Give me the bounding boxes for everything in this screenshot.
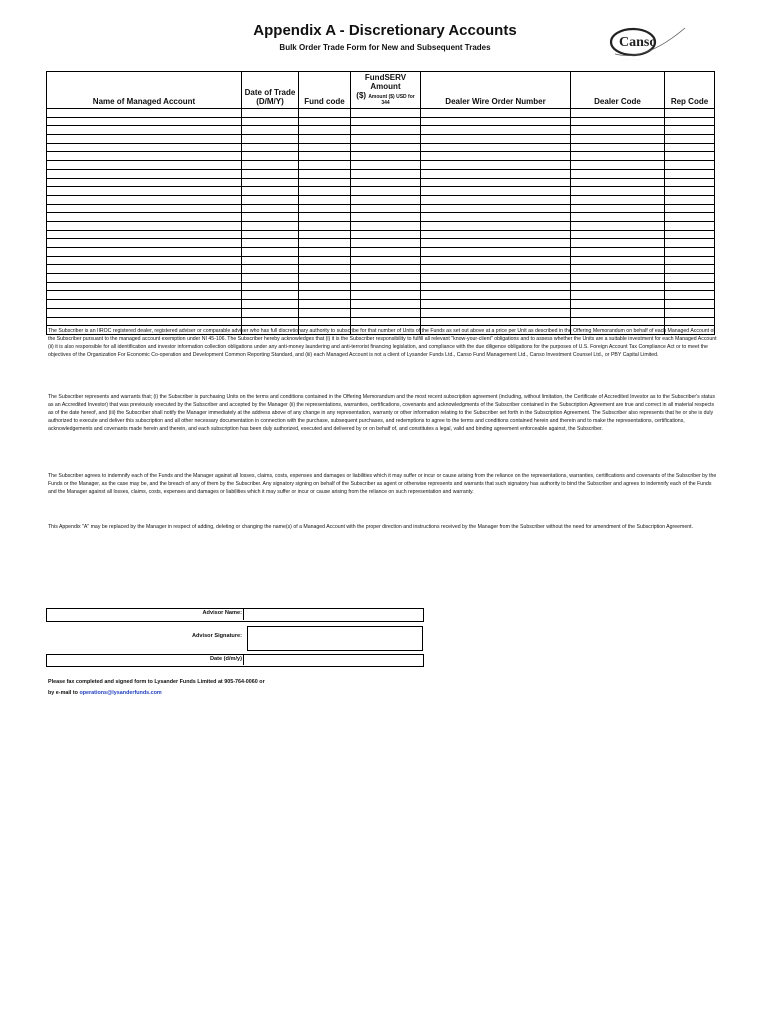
advisor-name-label: Advisor Name: (202, 610, 242, 616)
col-header-fund-code: Fund code (299, 72, 351, 109)
table-cell[interactable] (571, 143, 665, 152)
table-cell[interactable] (47, 109, 242, 118)
table-cell[interactable] (47, 256, 242, 265)
table-cell[interactable] (351, 239, 421, 248)
table-cell[interactable] (47, 169, 242, 178)
table-row (47, 256, 715, 265)
table-row (47, 161, 715, 170)
table-row (47, 308, 715, 317)
table-cell[interactable] (665, 256, 715, 265)
table-cell[interactable] (47, 178, 242, 187)
table-cell[interactable] (665, 274, 715, 283)
table-row (47, 195, 715, 204)
svg-text:· · · · · · · · · · ·: · · · · · · · · · · · (621, 57, 641, 61)
table-cell[interactable] (351, 135, 421, 144)
table-cell[interactable] (299, 187, 351, 196)
table-cell[interactable] (421, 221, 571, 230)
table-cell[interactable] (571, 291, 665, 300)
table-cell[interactable] (351, 161, 421, 170)
canso-logo (605, 22, 687, 66)
paragraph-replacement: This Appendix "A" may be replaced by the Manager in respect of adding, deleting or changing the name(s) of a Managed Account with the proper direction and instructions received by the Manager from the Subscriber without the need for amendment of the Subscription Agreement. (48, 524, 693, 530)
table-cell[interactable] (242, 126, 299, 135)
table-cell[interactable] (47, 204, 242, 213)
col-header-account-name: Name of Managed Account (47, 72, 242, 109)
table-cell[interactable] (421, 282, 571, 291)
table-cell[interactable] (47, 143, 242, 152)
table-cell[interactable] (571, 308, 665, 317)
fundserv-title: FundSERV Amount (364, 73, 407, 91)
table-cell[interactable] (351, 300, 421, 309)
table-cell[interactable] (351, 256, 421, 265)
table-cell[interactable] (47, 282, 242, 291)
table-cell[interactable] (242, 213, 299, 222)
table-cell[interactable] (351, 117, 421, 126)
table-cell[interactable] (242, 300, 299, 309)
table-cell[interactable] (665, 239, 715, 248)
table-cell[interactable] (47, 291, 242, 300)
table-cell[interactable] (299, 169, 351, 178)
paragraph-indemnity: The Subscriber agrees to indemnify each of the Funds and the Manager against all losses, claims, costs, expenses and damages or liabilities which it may suffer or incur or cause arising from the reliance on the representations, warranties, certifications and covenants of the Subscriber by the Funds or the Manager, as the case may be, and the breach of any of them by the Subscriber. Any signatory signing on behalf of the Subscriber as agent or otherwise represents and warrants that such signatory has authority to bind the Subscriber and agrees to indemnify each of the Funds and the Manager against all losses, claims, costs, expenses and damages or liabilities which it may suffer or incur or cause arising from the reliance on such representation and warranty. (48, 473, 717, 496)
table-cell[interactable] (242, 308, 299, 317)
email-prefix: by e-mail to (48, 690, 78, 696)
table-cell[interactable] (351, 126, 421, 135)
table-cell[interactable] (351, 204, 421, 213)
table-cell[interactable] (571, 256, 665, 265)
table-cell[interactable] (571, 221, 665, 230)
table-cell[interactable] (299, 143, 351, 152)
table-cell[interactable] (242, 256, 299, 265)
table-cell[interactable] (351, 221, 421, 230)
table-cell[interactable] (47, 117, 242, 126)
fundserv-usd-code: 344 (381, 100, 390, 106)
table-cell[interactable] (242, 282, 299, 291)
table-cell[interactable] (665, 317, 715, 326)
advisor-date-label: Date (d/m/y) (209, 656, 242, 662)
table-cell[interactable] (665, 248, 715, 257)
table-cell[interactable] (242, 135, 299, 144)
table-cell[interactable] (242, 204, 299, 213)
advisor-signature-label: Advisor Signature: (191, 633, 242, 639)
table-cell[interactable] (665, 204, 715, 213)
table-cell[interactable] (571, 135, 665, 144)
table-cell[interactable] (299, 195, 351, 204)
table-row (47, 126, 715, 135)
table-cell[interactable] (665, 161, 715, 170)
table-cell[interactable] (665, 308, 715, 317)
table-cell[interactable] (571, 239, 665, 248)
table-cell[interactable] (571, 317, 665, 326)
table-cell[interactable] (665, 230, 715, 239)
table-cell[interactable] (421, 135, 571, 144)
table-cell[interactable] (351, 187, 421, 196)
table-cell[interactable] (421, 187, 571, 196)
table-row (47, 291, 715, 300)
advisor-signature-field[interactable] (247, 626, 423, 651)
table-row (47, 143, 715, 152)
fundserv-usd-note: Amount ($) USD for (368, 94, 415, 100)
table-cell[interactable] (421, 143, 571, 152)
table-cell[interactable] (299, 135, 351, 144)
table-cell[interactable] (665, 178, 715, 187)
paragraph-managed-account-exemption: The Subscriber is an IIROC registered dealer, registered adviser or comparable adviser who has full discretionary authority to subscribe for that number of Units of the Funds as set out above at a price per Unit as described in the Offering Memorandum on behalf of each Managed Account of the Subscriber pursuant to the managed account exemption under NI 45-106. The Subscriber hereby acknowledges that (i) it is the Subscriber responsibility to fulfill all relevant "know-your-client" obligations and to assess whether the Units are a suitable investment for each Managed Account (ii) it is also responsible for all identification and investor information collection obligations under any anti-money laundering and anti-terrorist financing legislation, and compliance with the due diligence obligations for the purposes of U.S. Foreign Account Tax Compliance Act or to meet the objectives of the Organization For Economic Co-operation and Development Common Reporting Standard, and (iii) each Managed Account is not a client of Lysander Funds Ltd., Canso Fund Management Ltd., Canso Investment Counsel Ltd., or PBY Capital Limited. (48, 328, 717, 359)
table-cell[interactable] (421, 230, 571, 239)
table-row (47, 204, 715, 213)
table-cell[interactable] (421, 308, 571, 317)
table-cell[interactable] (351, 291, 421, 300)
table-cell[interactable] (421, 256, 571, 265)
table-cell[interactable] (421, 117, 571, 126)
table-cell[interactable] (242, 178, 299, 187)
table-cell[interactable] (421, 300, 571, 309)
table-cell[interactable] (571, 178, 665, 187)
table-cell[interactable] (421, 195, 571, 204)
table-cell[interactable] (299, 256, 351, 265)
table-cell[interactable] (421, 248, 571, 257)
table-cell[interactable] (47, 126, 242, 135)
paragraph-representations: The Subscriber represents and warrants that; (i) the Subscriber is purchasing Units on the terms and conditions contained in the Offering Memorandum and the most recent subscription agreement (including, without limitation, the Certificate of Accredited Investor as to the Subscriber's status as an Accredited Investor) that was previously executed by the Subscriber and accepted by the Manager (ii) the representations, warranties, certifications, covenants and acknowledgments of the Subscriber contained in the Subscription Agreement are true and correct in all material respects as of the date hereof, and (iii) the Subscriber shall notify the Manager immediately at the address above of any change in any representation, warranty or other information relating to the Subscriber set forth in the Subscription Agreement. The Subscriber also represents that he or she is duly authorized to execute and deliver this subscription and all other necessary documentation in connection with the purchase, subsequent purchases, and redemptions to agree to the terms and conditions contained herein and therein and to make the representations, certifications, acknowledgements and covenants made herein and therein, and each subscription has been duly authorized, executed and delivered by or on behalf of, and constitutes a legal, valid and binding agreement enforceable against, the Subscriber. (48, 394, 715, 433)
table-cell[interactable] (665, 221, 715, 230)
col-header-dealer-code: Dealer Code (571, 72, 665, 109)
table-cell[interactable] (242, 248, 299, 257)
table-cell[interactable] (351, 265, 421, 274)
table-cell[interactable] (351, 178, 421, 187)
table-cell[interactable] (242, 221, 299, 230)
table-cell[interactable] (665, 291, 715, 300)
table-cell[interactable] (351, 308, 421, 317)
table-cell[interactable] (665, 187, 715, 196)
table-cell[interactable] (571, 117, 665, 126)
page-subtitle: Bulk Order Trade Form for New and Subsequent Trades (279, 43, 491, 52)
table-cell[interactable] (351, 274, 421, 283)
table-cell[interactable] (421, 109, 571, 118)
table-cell[interactable] (421, 274, 571, 283)
table-cell[interactable] (299, 274, 351, 283)
table-cell[interactable] (47, 230, 242, 239)
trade-table (46, 71, 715, 335)
table-cell[interactable] (242, 317, 299, 326)
table-cell[interactable] (299, 308, 351, 317)
email-link[interactable]: operations@lysanderfunds.com (79, 690, 162, 696)
table-cell[interactable] (299, 248, 351, 257)
table-cell[interactable] (299, 291, 351, 300)
table-cell[interactable] (421, 161, 571, 170)
table-cell[interactable] (299, 300, 351, 309)
table-cell[interactable] (665, 126, 715, 135)
col-header-trade-date: Date of Trade (D/M/Y) (242, 72, 299, 109)
table-row (47, 135, 715, 144)
table-cell[interactable] (665, 109, 715, 118)
table-cell[interactable] (242, 291, 299, 300)
table-cell[interactable] (299, 161, 351, 170)
table-cell[interactable] (665, 265, 715, 274)
table-cell[interactable] (242, 230, 299, 239)
table-cell[interactable] (571, 204, 665, 213)
table-cell[interactable] (665, 300, 715, 309)
table-cell[interactable] (351, 109, 421, 118)
table-cell[interactable] (242, 239, 299, 248)
table-cell[interactable] (351, 282, 421, 291)
table-cell[interactable] (299, 152, 351, 161)
table-cell[interactable] (571, 187, 665, 196)
col-header-rep-code: Rep Code (665, 72, 715, 109)
table-cell[interactable] (421, 239, 571, 248)
table-cell[interactable] (571, 274, 665, 283)
table-cell[interactable] (299, 126, 351, 135)
table-cell[interactable] (299, 317, 351, 326)
table-cell[interactable] (665, 169, 715, 178)
table-cell[interactable] (421, 265, 571, 274)
table-cell[interactable] (571, 282, 665, 291)
table-cell[interactable] (47, 317, 242, 326)
table-cell[interactable] (571, 195, 665, 204)
table-cell[interactable] (242, 187, 299, 196)
table-cell[interactable] (47, 274, 242, 283)
table-cell[interactable] (242, 117, 299, 126)
table-cell[interactable] (299, 178, 351, 187)
table-cell[interactable] (351, 317, 421, 326)
table-row (47, 300, 715, 309)
table-cell[interactable] (571, 152, 665, 161)
table-cell[interactable] (299, 117, 351, 126)
table-cell[interactable] (47, 187, 242, 196)
table-row (47, 187, 715, 196)
table-cell[interactable] (421, 178, 571, 187)
table-row (47, 117, 715, 126)
page-title: Appendix A - Discretionary Accounts (253, 22, 517, 39)
table-row (47, 274, 715, 283)
table-cell[interactable] (571, 161, 665, 170)
table-cell[interactable] (665, 213, 715, 222)
table-cell[interactable] (299, 239, 351, 248)
table-cell[interactable] (351, 152, 421, 161)
table-row (47, 221, 715, 230)
table-cell[interactable] (299, 109, 351, 118)
table-cell[interactable] (571, 265, 665, 274)
table-cell[interactable] (47, 213, 242, 222)
table-cell[interactable] (242, 109, 299, 118)
table-cell[interactable] (47, 221, 242, 230)
fundserv-currency: ($) (356, 91, 367, 100)
advisor-date-field[interactable] (243, 654, 422, 665)
table-cell[interactable] (665, 143, 715, 152)
table-cell[interactable] (242, 265, 299, 274)
table-cell[interactable] (571, 230, 665, 239)
table-cell[interactable] (299, 230, 351, 239)
table-cell[interactable] (421, 169, 571, 178)
table-row (47, 239, 715, 248)
table-cell[interactable] (665, 195, 715, 204)
table-row (47, 317, 715, 326)
table-cell[interactable] (421, 291, 571, 300)
table-cell[interactable] (665, 152, 715, 161)
table-cell[interactable] (299, 265, 351, 274)
table-cell[interactable] (47, 152, 242, 161)
table-cell[interactable] (421, 152, 571, 161)
table-cell[interactable] (351, 213, 421, 222)
advisor-name-field[interactable] (243, 608, 422, 620)
table-cell[interactable] (351, 143, 421, 152)
table-cell[interactable] (242, 169, 299, 178)
table-row (47, 213, 715, 222)
col-header-fundserv-amount (351, 72, 421, 109)
table-cell[interactable] (47, 135, 242, 144)
table-row (47, 265, 715, 274)
table-cell[interactable] (571, 109, 665, 118)
table-cell[interactable] (299, 204, 351, 213)
table-row (47, 109, 715, 118)
table-cell[interactable] (47, 195, 242, 204)
table-cell[interactable] (421, 317, 571, 326)
trade-table-body (47, 109, 715, 335)
table-header-row (47, 72, 715, 109)
table-cell[interactable] (571, 169, 665, 178)
table-cell[interactable] (421, 213, 571, 222)
col-header-wire-order: Dealer Wire Order Number (421, 72, 571, 109)
table-cell[interactable] (299, 282, 351, 291)
fax-instructions: Please fax completed and signed form to Lysander Funds Limited at 905-764-0060 or (48, 679, 265, 685)
table-cell[interactable] (47, 300, 242, 309)
table-row (47, 248, 715, 257)
table-row (47, 169, 715, 178)
table-cell[interactable] (571, 300, 665, 309)
table-cell[interactable] (421, 126, 571, 135)
table-cell[interactable] (47, 161, 242, 170)
table-cell[interactable] (665, 282, 715, 291)
table-cell[interactable] (242, 143, 299, 152)
table-cell[interactable] (665, 135, 715, 144)
table-cell[interactable] (299, 221, 351, 230)
table-cell[interactable] (47, 308, 242, 317)
table-cell[interactable] (665, 117, 715, 126)
table-row (47, 152, 715, 161)
table-cell[interactable] (351, 230, 421, 239)
table-cell[interactable] (571, 126, 665, 135)
table-cell[interactable] (47, 239, 242, 248)
table-cell[interactable] (299, 213, 351, 222)
table-row (47, 178, 715, 187)
table-cell[interactable] (242, 152, 299, 161)
email-instructions (48, 690, 162, 696)
table-cell[interactable] (242, 161, 299, 170)
logo-text: Canso (619, 35, 657, 50)
table-cell[interactable] (242, 274, 299, 283)
table-cell[interactable] (571, 213, 665, 222)
table-cell[interactable] (351, 248, 421, 257)
table-cell[interactable] (242, 195, 299, 204)
table-cell[interactable] (47, 265, 242, 274)
table-row (47, 282, 715, 291)
table-cell[interactable] (421, 204, 571, 213)
table-cell[interactable] (571, 248, 665, 257)
table-cell[interactable] (351, 169, 421, 178)
table-cell[interactable] (351, 195, 421, 204)
table-cell[interactable] (47, 248, 242, 257)
table-row (47, 230, 715, 239)
